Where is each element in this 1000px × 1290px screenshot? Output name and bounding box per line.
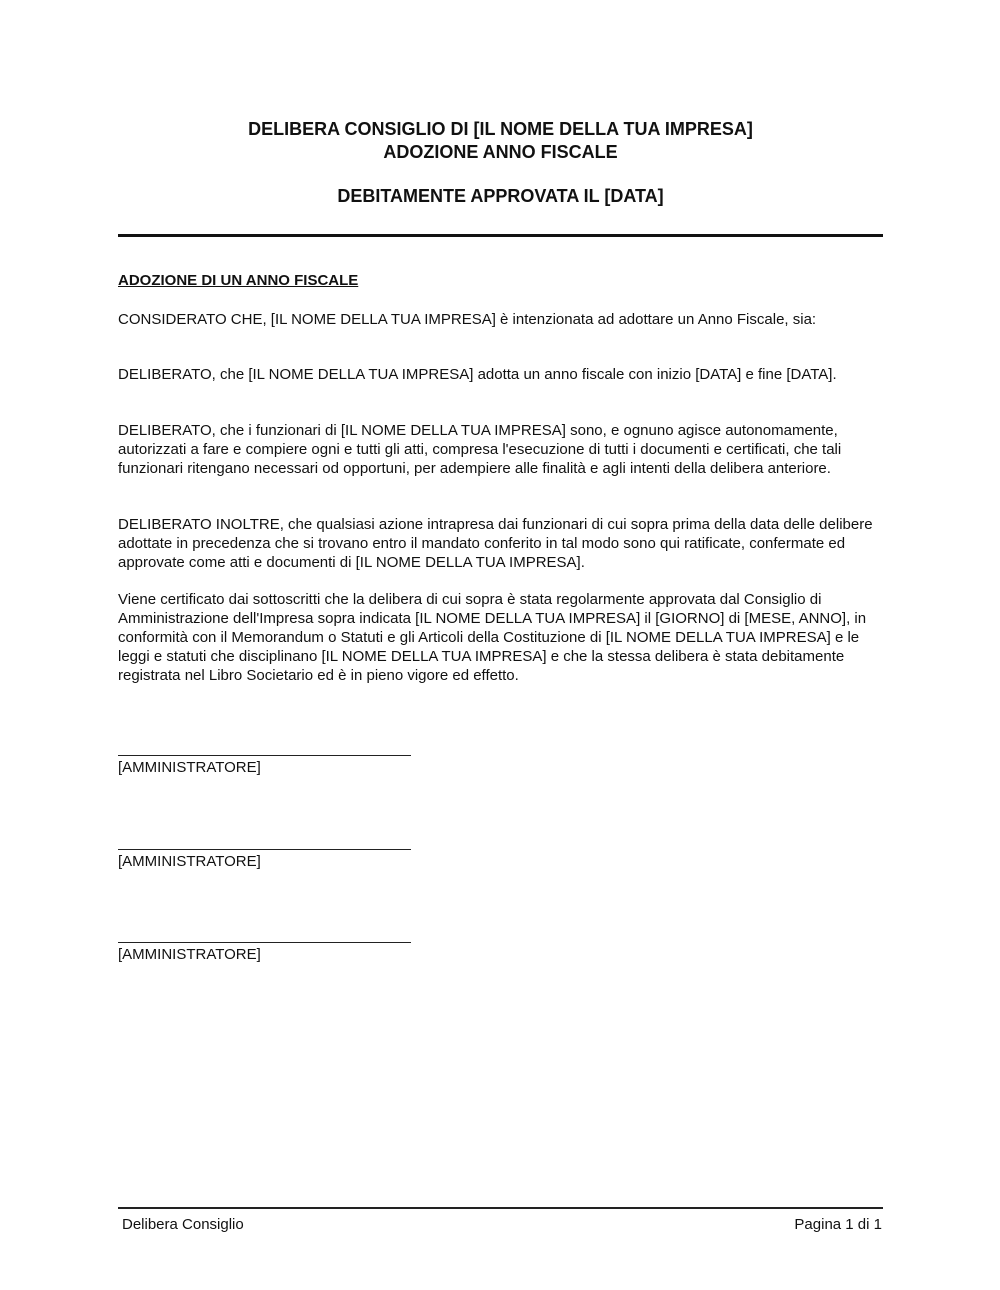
signature-line xyxy=(118,849,411,850)
paragraph-deliberato-inoltre: DELIBERATO INOLTRE, che qualsiasi azione intrapresa dai funzionari di cui sopra prima della data delle delibere adottate in precedenza che si trovano entro il mandato conferito in tal modo sono qui ratificate, confermate ed approvate come atti e documenti di [IL NOME DELLA TUA IMPRESA]. xyxy=(118,516,873,571)
signature-label: [AMMINISTRATORE] xyxy=(118,759,261,776)
signature-label: [AMMINISTRATORE] xyxy=(118,946,261,963)
document-subtitle: DEBITAMENTE APPROVATA IL [DATA] xyxy=(337,186,664,206)
title-line-2: ADOZIONE ANNO FISCALE xyxy=(383,142,618,162)
paragraph-deliberato-2: DELIBERATO, che i funzionari di [IL NOME DELLA TUA IMPRESA] sono, e ognuno agisce autonomamente, autorizzati a fare e compiere ogni e tutti gli atti, compresa l'esecuzione di tutti i documenti e certificati, che tali funzionari ritengano necessari od opportuni, per adempiere alle finalità e agli intenti della delibera anteriore. xyxy=(118,422,842,477)
signature-line xyxy=(118,755,411,756)
signature-block-2 xyxy=(118,849,411,871)
page-footer xyxy=(122,1215,882,1234)
paragraph-considerato: CONSIDERATO CHE, [IL NOME DELLA TUA IMPRESA] è intenzionata ad adottare un Anno Fiscale, sia: xyxy=(118,311,817,328)
title-line-1: DELIBERA CONSIGLIO DI [IL NOME DELLA TUA IMPRESA] xyxy=(248,119,753,139)
signature-block-3 xyxy=(118,942,411,964)
paragraph-certification: Viene certificato dai sottoscritti che la delibera di cui sopra è stata regolarmente approvata dal Consiglio di Amministrazione dell'Impresa sopra indicata [IL NOME DELLA TUA IMPRESA] il [GIORNO] di [MESE, ANNO], in conformità con il Memorandum o Statuti e gli Articoli della Costituzione di [IL NOME DELLA TUA IMPRESA] e le leggi e statuti che disciplinano [IL NOME DELLA TUA IMPRESA] e che la stessa delibera è stata debitamente registrata nel Libro Societario ed è in pieno vigore ed effetto. xyxy=(118,591,867,684)
signature-block-1 xyxy=(118,755,411,777)
footer-document-name: Delibera Consiglio xyxy=(122,1216,244,1233)
footer-divider xyxy=(118,1207,883,1209)
header-divider xyxy=(118,234,883,237)
signature-line xyxy=(118,942,411,943)
signature-label: [AMMINISTRATORE] xyxy=(118,853,261,870)
paragraph-deliberato-1: DELIBERATO, che [IL NOME DELLA TUA IMPRESA] adotta un anno fiscale con inizio [DATA] e fine [DATA]. xyxy=(118,366,837,383)
footer-page-number: Pagina 1 di 1 xyxy=(794,1216,882,1233)
document-title xyxy=(118,118,883,164)
section-heading: ADOZIONE DI UN ANNO FISCALE xyxy=(118,272,359,289)
